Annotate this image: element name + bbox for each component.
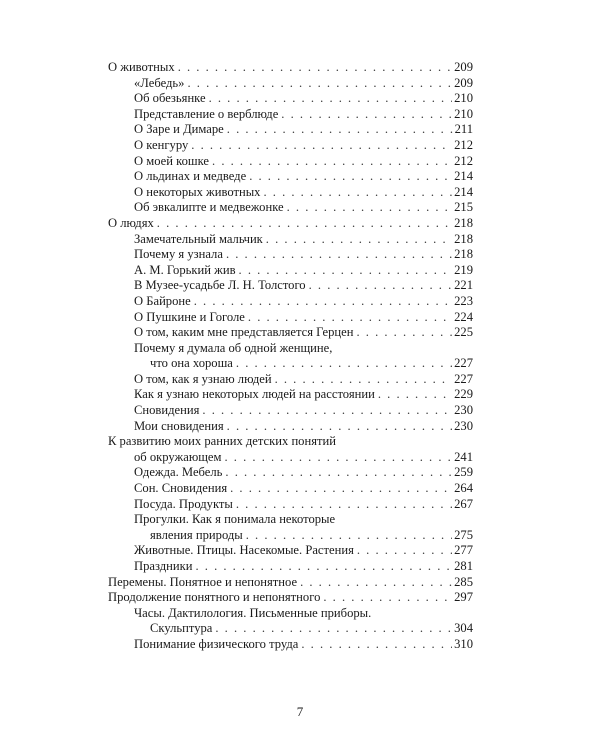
- toc-entry-title: Мои сновидения: [134, 418, 224, 433]
- toc-entry-title: О Байроне: [134, 293, 191, 308]
- toc-entry-title: Представление о верблюде: [134, 106, 279, 121]
- toc-entry-title: об окружающем: [134, 449, 222, 464]
- toc-entry-page: 227: [454, 356, 473, 371]
- toc-entry: [108, 387, 473, 403]
- dot-leader: [246, 528, 452, 544]
- toc-entry-page: 277: [454, 543, 473, 558]
- dot-leader: [157, 216, 452, 232]
- toc-entry: [108, 122, 473, 138]
- toc-entry-page: 214: [454, 169, 473, 184]
- toc-entry: [108, 294, 473, 310]
- toc-entry: [108, 76, 473, 92]
- toc-entry: [108, 310, 473, 326]
- dot-leader: [227, 419, 452, 435]
- toc-entry-page: 218: [454, 215, 473, 230]
- toc-entry-title: Об обезьянке: [134, 91, 206, 106]
- toc-entry: [108, 169, 473, 185]
- toc-entry-title: Часы. Дактилология. Письменные приборы.: [134, 605, 372, 620]
- toc-entry-title: Понимание физического труда: [134, 636, 299, 651]
- toc-entry-title: О животных: [108, 60, 175, 74]
- toc-entry-page: 215: [454, 200, 473, 215]
- toc-entry-title: Почему я думала об одной женщине,: [134, 340, 333, 355]
- toc-entry-title: «Лебедь»: [134, 75, 185, 90]
- toc-entry-page: 210: [454, 91, 473, 106]
- dot-leader: [266, 232, 452, 248]
- dot-leader: [287, 200, 453, 216]
- toc-entry-page: 304: [454, 621, 473, 636]
- page-number: 7: [296, 704, 304, 719]
- toc-entry-title: К развитию моих ранних детских понятий: [108, 434, 336, 449]
- toc-entry: [108, 621, 473, 637]
- toc-entry: [108, 232, 473, 248]
- dot-leader: [263, 185, 452, 201]
- toc-entry-title: О Пушкине и Гоголе: [134, 309, 245, 324]
- toc-entry-page: 209: [454, 75, 473, 90]
- toc-entry: [108, 263, 473, 279]
- toc-entry-title: О Заре и Димаре: [134, 122, 224, 137]
- toc-entry-page: 281: [454, 559, 473, 573]
- toc-entry-page: 259: [454, 465, 473, 480]
- toc-entry-page: 225: [454, 325, 473, 340]
- toc-entry: [108, 497, 473, 513]
- toc-entry-title: Сновидения: [134, 403, 200, 418]
- toc-entry-title: Сон. Сновидения: [134, 481, 228, 496]
- toc-entry: [108, 356, 473, 372]
- toc-entry-page: 210: [454, 106, 473, 121]
- toc-entry-page: 267: [454, 496, 473, 511]
- dot-leader: [191, 138, 452, 154]
- toc-entry: [108, 216, 473, 232]
- toc-entry-title: Одежда. Мебель: [134, 465, 223, 480]
- toc-entry-title: Как я узнаю некоторых людей на расстоянии: [134, 387, 375, 402]
- toc-entry-title: Продолжение понятного и непонятного: [108, 590, 321, 605]
- dot-leader: [215, 621, 452, 637]
- dot-leader: [225, 465, 452, 481]
- toc-entry: [108, 512, 473, 528]
- toc-entry: [108, 154, 473, 170]
- toc-entry-title: Посуда. Продукты: [134, 496, 233, 511]
- toc-entry-title: Почему я узнала: [134, 247, 223, 262]
- toc-entry-title: Об эвкалипте и медвежонке: [134, 200, 284, 215]
- toc-entry-title: что она хороша: [150, 356, 233, 371]
- toc-entry-page: 229: [454, 387, 473, 402]
- dot-leader: [300, 575, 452, 591]
- toc-entry: [108, 372, 473, 388]
- toc-entry-page: 224: [454, 309, 473, 324]
- toc-entry-page: 285: [454, 574, 473, 589]
- toc-entry: [108, 575, 473, 591]
- dot-leader: [309, 278, 453, 294]
- toc-entry-title: О моей кошке: [134, 153, 210, 168]
- toc-entry-page: 212: [454, 137, 473, 152]
- toc-entry-page: 214: [454, 184, 473, 199]
- toc-entry: [108, 247, 473, 263]
- toc-entry-title: Праздники: [134, 559, 193, 573]
- table-of-contents: [108, 60, 473, 653]
- toc-entry: [108, 138, 473, 154]
- toc-entry: [108, 606, 473, 622]
- toc-entry-page: 230: [454, 418, 473, 433]
- toc-entry: [108, 278, 473, 294]
- toc-entry-title: О людях: [108, 215, 154, 230]
- toc-entry-title: Перемены. Понятное и непонятное: [108, 574, 298, 589]
- toc-entry: [108, 325, 473, 341]
- dot-leader: [249, 169, 452, 185]
- toc-entry-page: 310: [454, 636, 473, 651]
- toc-entry-title: А. М. Горький жив: [134, 262, 236, 277]
- toc-entry: [108, 590, 473, 606]
- dot-leader: [178, 60, 452, 76]
- dot-leader: [301, 637, 452, 653]
- toc-entry-page: 221: [454, 278, 473, 293]
- dot-leader: [195, 559, 452, 575]
- dot-leader: [187, 76, 452, 92]
- dot-leader: [225, 450, 453, 466]
- toc-entry-page: 212: [454, 153, 473, 168]
- dot-leader: [230, 481, 452, 497]
- toc-entry-page: 227: [454, 371, 473, 386]
- toc-entry-title: Скульптура: [150, 621, 213, 636]
- toc-entry-title: Животные. Птицы. Насекомые. Растения: [134, 543, 354, 558]
- toc-entry-title: Прогулки. Как я понимала некоторые: [134, 512, 336, 527]
- dot-leader: [323, 590, 452, 606]
- dot-leader: [226, 247, 452, 263]
- dot-leader: [236, 497, 452, 513]
- toc-entry-page: 218: [454, 247, 473, 262]
- toc-entry: [108, 434, 473, 450]
- toc-entry: [108, 465, 473, 481]
- dot-leader: [357, 543, 452, 559]
- toc-entry-page: 219: [454, 262, 473, 277]
- dot-leader: [236, 356, 452, 372]
- dot-leader: [227, 122, 453, 138]
- toc-entry-title: О том, как я узнаю людей: [134, 371, 272, 386]
- toc-entry-page: 275: [454, 527, 473, 542]
- toc-entry-page: 223: [454, 293, 473, 308]
- toc-entry: [108, 481, 473, 497]
- toc-entry: [108, 185, 473, 201]
- toc-entry-title: В Музее-усадьбе Л. Н. Толстого: [134, 278, 306, 293]
- dot-leader: [212, 154, 452, 170]
- dot-leader: [281, 107, 452, 123]
- dot-leader: [202, 403, 452, 419]
- toc-entry: [108, 200, 473, 216]
- toc-entry-page: 241: [454, 449, 473, 464]
- toc-entry-page: 211: [454, 122, 473, 137]
- toc-entry: [108, 107, 473, 123]
- toc-entry: [108, 450, 473, 466]
- toc-entry: [108, 637, 473, 653]
- dot-leader: [356, 325, 452, 341]
- toc-entry-page: 264: [454, 481, 473, 496]
- toc-entry-title: явления природы: [150, 527, 243, 542]
- toc-entry-title: О некоторых животных: [134, 184, 261, 199]
- toc-entry-title: О том, каким мне представляется Герцен: [134, 325, 354, 340]
- toc-entry-page: 230: [454, 403, 473, 418]
- dot-leader: [194, 294, 452, 310]
- toc-entry: [108, 419, 473, 435]
- dot-leader: [209, 91, 453, 107]
- toc-entry: [108, 60, 473, 76]
- toc-entry: [108, 543, 473, 559]
- dot-leader: [378, 387, 452, 403]
- toc-entry: [108, 403, 473, 419]
- toc-entry-page: 218: [454, 231, 473, 246]
- toc-entry-title: О кенгуру: [134, 137, 189, 152]
- toc-entry-page: 209: [454, 60, 473, 74]
- toc-entry: [108, 341, 473, 357]
- toc-entry-title: О льдинах и медведе: [134, 169, 247, 184]
- toc-entry: [108, 91, 473, 107]
- dot-leader: [239, 263, 453, 279]
- toc-entry: [108, 528, 473, 544]
- toc-entry-page: 297: [454, 590, 473, 605]
- dot-leader: [275, 372, 453, 388]
- dot-leader: [248, 310, 452, 326]
- toc-entry: [108, 559, 473, 575]
- toc-entry-title: Замечательный мальчик: [134, 231, 263, 246]
